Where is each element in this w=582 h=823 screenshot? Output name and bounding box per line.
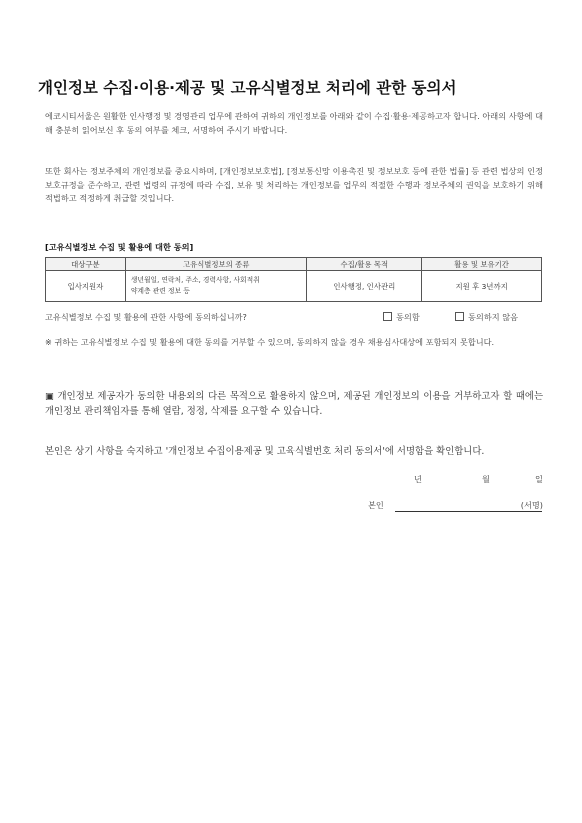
refusal-note: ※ 귀하는 고유식별정보 수집 및 활용에 대한 동의를 거부할 수 있으며, 동의하지 않을 경우 채용심사대상에 포함되지 못합니다. <box>45 337 495 347</box>
intro-paragraph: 에코시티서울은 원활한 인사행정 및 경영관리 업무에 관하여 귀하의 개인정보를 아래와 같이 수집·활용·제공하고자 합니다. 아래의 사항에 대해 충분히 읽어보신 후 동의 여부를 체크, 서명하여 주시기 바랍니다. <box>45 111 543 135</box>
policy-paragraph: 또한 회사는 정보주체의 개인정보를 중요시하며, [개인정보보호법], [정보통신망 이용촉진 및 정보보호 등에 관한 법률] 등 관련 법상의 인정보호규정을 준수하고, 관련 법령의 규정에 따라 수집, 보유 및 처리하는 개인정보를 업무의 적절한 수행과 정보주체의 권익을 보호하기 위해 적법하고 적정하게 취급할 것입니다. <box>45 166 543 204</box>
identification-info-table <box>45 257 542 302</box>
signer-label: 본인 <box>368 500 384 510</box>
disagree-option[interactable] <box>455 312 518 323</box>
cell-target: 입사지원자 <box>46 271 126 302</box>
signature-line[interactable] <box>395 511 542 512</box>
usage-note: ▣ 개인정보 제공자가 동의한 내용외의 다른 목적으로 활용하지 않으며, 제공된 개인정보의 이용을 거부하고자 할 때에는 개인정보 관리책임자를 통해 열람, 정정, 삭제를 요구할 수 있습니다. <box>45 391 543 417</box>
header-period: 활용 및 보유기간 <box>422 258 542 271</box>
consent-question: 고유식별정보 수집 및 활용에 관한 사항에 동의하십니까? <box>45 312 247 322</box>
date-year-label: 년 <box>414 474 422 484</box>
disagree-checkbox[interactable] <box>455 312 464 321</box>
agree-checkbox[interactable] <box>383 312 392 321</box>
document-title: 개인정보 수집·이용·제공 및 고유식별정보 처리에 관한 동의서 <box>38 79 457 97</box>
section-heading: [고유식별정보 수집 및 활용에 대한 동의] <box>45 242 194 252</box>
header-purpose: 수집/활용 목적 <box>307 258 422 271</box>
types-line-2: 약계층 관련 정보 등 <box>130 287 190 295</box>
date-day-label: 일 <box>535 474 543 484</box>
date-month-label: 월 <box>482 474 490 484</box>
agree-label: 동의함 <box>396 312 420 322</box>
cell-purpose: 인사행정, 인사관리 <box>307 271 422 302</box>
signature-mark: (서명) <box>520 500 543 510</box>
agree-option[interactable] <box>383 312 420 323</box>
cell-types <box>125 271 307 302</box>
header-target: 대상구분 <box>46 258 126 271</box>
cell-period: 지원 후 3년까지 <box>422 271 542 302</box>
header-types: 고유식별정보의 종류 <box>125 258 307 271</box>
table-header-row <box>46 258 542 271</box>
disagree-label: 동의하지 않음 <box>468 312 519 322</box>
confirmation-text: 본인은 상기 사항을 숙지하고 '개인정보 수집이용제공 및 고육식별번호 처리 동의서'에 서명함을 확인합니다. <box>45 446 485 457</box>
table-row <box>46 271 542 302</box>
types-line-1: 생년월일, 연락처, 주소, 경력사항, 사회적취 <box>130 276 260 284</box>
